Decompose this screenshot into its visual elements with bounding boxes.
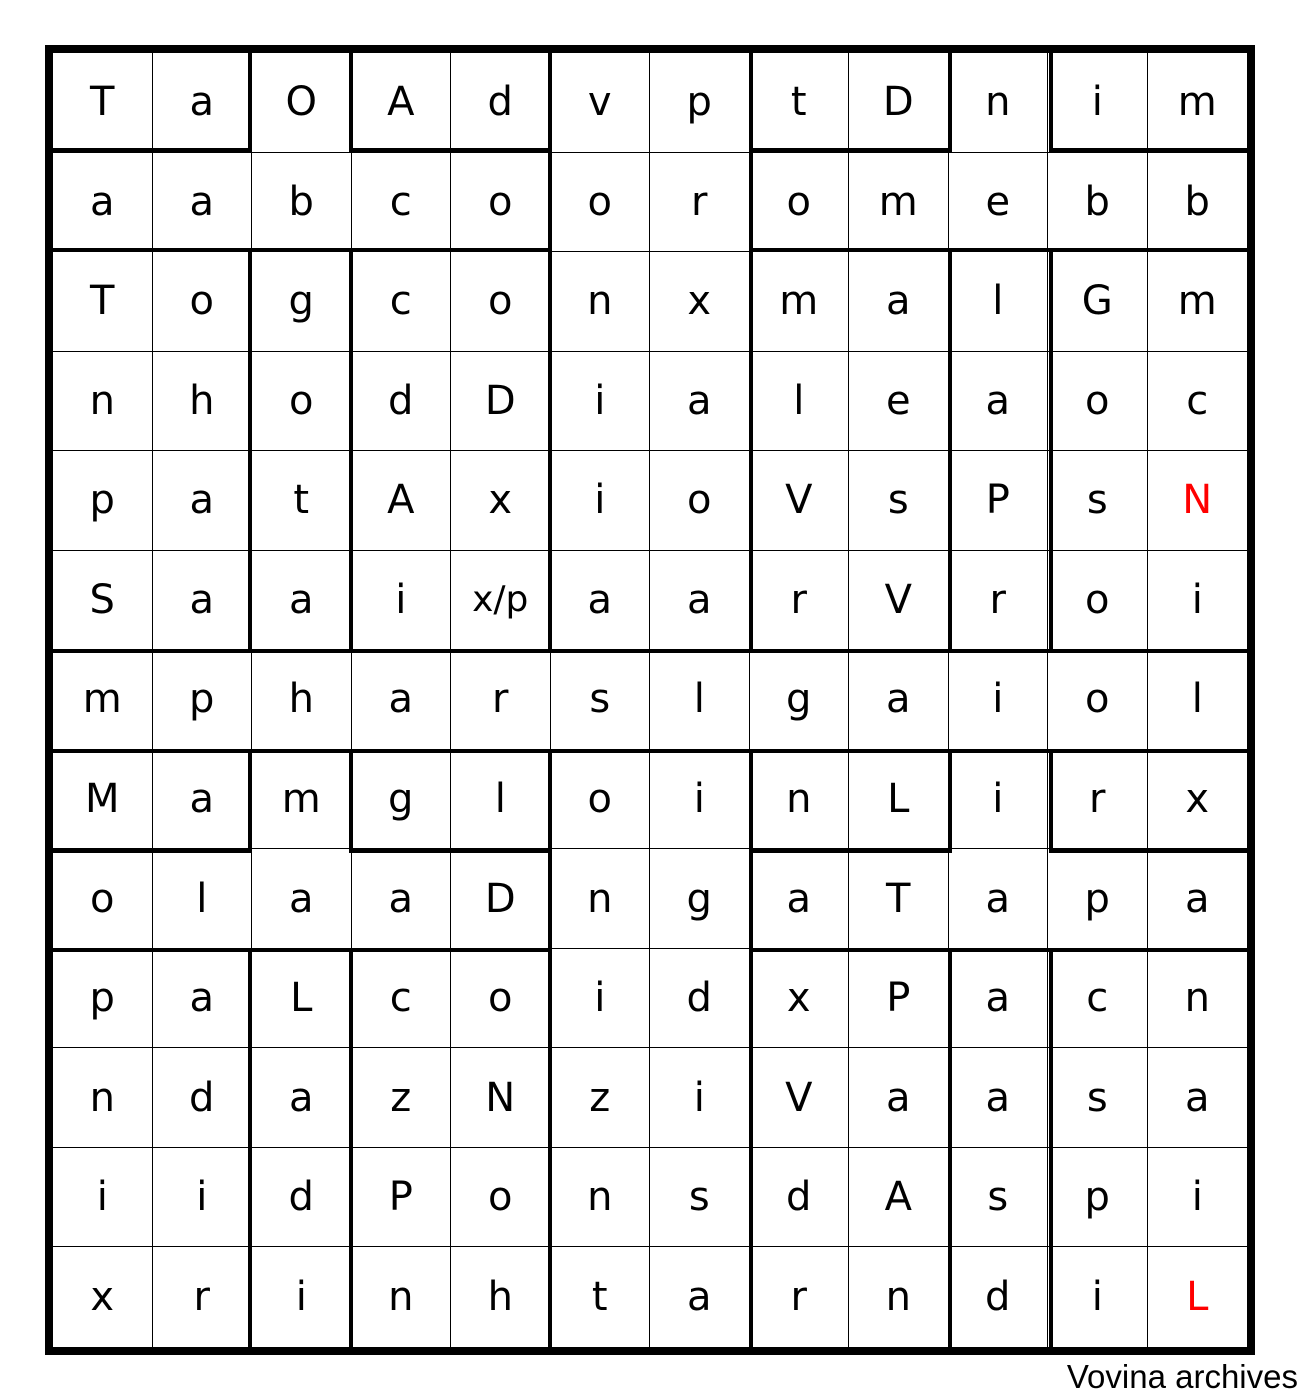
- grid-cell[interactable]: a: [153, 750, 253, 850]
- grid-cell[interactable]: i: [1148, 551, 1248, 651]
- grid-cell[interactable]: N: [1148, 451, 1248, 551]
- grid-cell[interactable]: i: [53, 1148, 153, 1248]
- grid-cell[interactable]: a: [153, 451, 253, 551]
- grid-cell[interactable]: a: [1148, 849, 1248, 949]
- grid-cell[interactable]: V: [750, 451, 850, 551]
- grid-cell[interactable]: c: [352, 153, 452, 253]
- credit-text: Vovina archives: [1066, 1358, 1298, 1395]
- grid-cell[interactable]: D: [849, 53, 949, 153]
- grid-cell[interactable]: P: [849, 949, 949, 1049]
- grid-cell[interactable]: n: [1148, 949, 1248, 1049]
- grid-cell[interactable]: i: [949, 650, 1049, 750]
- grid-cell[interactable]: G: [1048, 252, 1148, 352]
- grid-cell[interactable]: i: [352, 551, 452, 651]
- grid-cell[interactable]: x: [1148, 750, 1248, 850]
- grid-cell[interactable]: v: [551, 53, 651, 153]
- grid-cell[interactable]: a: [650, 352, 750, 452]
- grid-cell[interactable]: a: [750, 849, 850, 949]
- grid-cell[interactable]: m: [53, 650, 153, 750]
- grid-cell[interactable]: a: [949, 1048, 1049, 1148]
- grid-cell[interactable]: i: [551, 949, 651, 1049]
- grid-cell[interactable]: a: [849, 1048, 949, 1148]
- grid-cell[interactable]: s: [849, 451, 949, 551]
- grid-cell[interactable]: a: [650, 551, 750, 651]
- grid-cell[interactable]: s: [551, 650, 651, 750]
- grid-cell[interactable]: r: [650, 153, 750, 253]
- grid-cell[interactable]: d: [750, 1148, 850, 1248]
- grid-cell[interactable]: a: [252, 849, 352, 949]
- grid-cell[interactable]: l: [650, 650, 750, 750]
- grid-cell[interactable]: m: [252, 750, 352, 850]
- grid-cell[interactable]: i: [551, 352, 651, 452]
- grid-cell[interactable]: a: [1148, 1048, 1248, 1148]
- grid-cell[interactable]: o: [451, 1148, 551, 1248]
- grid-cell[interactable]: d: [949, 1247, 1049, 1347]
- grid-cell[interactable]: d: [252, 1148, 352, 1248]
- grid-cell[interactable]: P: [949, 451, 1049, 551]
- grid-cell[interactable]: a: [252, 1048, 352, 1148]
- grid-cell[interactable]: n: [750, 750, 850, 850]
- grid-cell[interactable]: g: [750, 650, 850, 750]
- grid-cell[interactable]: t: [750, 53, 850, 153]
- grid-cell[interactable]: n: [551, 252, 651, 352]
- grid-cell[interactable]: d: [352, 352, 452, 452]
- grid-cell[interactable]: P: [352, 1148, 452, 1248]
- grid-cell[interactable]: h: [252, 650, 352, 750]
- grid-cell[interactable]: p: [153, 650, 253, 750]
- grid-cell[interactable]: a: [153, 949, 253, 1049]
- grid-cell[interactable]: a: [849, 252, 949, 352]
- grid-cell[interactable]: m: [1148, 252, 1248, 352]
- grid-cell[interactable]: e: [949, 153, 1049, 253]
- grid-cell[interactable]: M: [53, 750, 153, 850]
- grid-cell[interactable]: x: [750, 949, 850, 1049]
- grid-cell[interactable]: g: [650, 849, 750, 949]
- grid-cell[interactable]: r: [750, 551, 850, 651]
- grid-cell[interactable]: d: [451, 53, 551, 153]
- grid-cell[interactable]: o: [1048, 650, 1148, 750]
- grid-cell[interactable]: o: [451, 153, 551, 253]
- grid-cell[interactable]: a: [53, 153, 153, 253]
- grid-cell[interactable]: i: [551, 451, 651, 551]
- grid-cell[interactable]: o: [451, 949, 551, 1049]
- grid-cell[interactable]: o: [53, 849, 153, 949]
- grid-cell[interactable]: a: [153, 551, 253, 651]
- grid-cell[interactable]: T: [53, 252, 153, 352]
- puzzle-grid: [53, 53, 1247, 1347]
- grid-cell[interactable]: a: [153, 153, 253, 253]
- grid-cell[interactable]: o: [750, 153, 850, 253]
- grid-cell[interactable]: n: [949, 53, 1049, 153]
- grid-cell[interactable]: A: [352, 53, 452, 153]
- grid-cell[interactable]: A: [352, 451, 452, 551]
- grid-cell[interactable]: h: [451, 1247, 551, 1347]
- grid-cell[interactable]: a: [352, 849, 452, 949]
- grid-cell[interactable]: o: [451, 252, 551, 352]
- grid-cell[interactable]: V: [849, 551, 949, 651]
- grid-cell[interactable]: l: [451, 750, 551, 850]
- grid-cell[interactable]: b: [1148, 153, 1248, 253]
- grid-cell[interactable]: D: [451, 352, 551, 452]
- grid-cell[interactable]: p: [53, 949, 153, 1049]
- grid-cell[interactable]: p: [53, 451, 153, 551]
- grid-cell[interactable]: g: [252, 252, 352, 352]
- grid-cell[interactable]: s: [1048, 1048, 1148, 1148]
- grid-cell[interactable]: d: [650, 949, 750, 1049]
- grid-cell[interactable]: A: [849, 1148, 949, 1248]
- grid-cell[interactable]: a: [352, 650, 452, 750]
- grid-cell[interactable]: T: [53, 53, 153, 153]
- grid-cell[interactable]: i: [153, 1148, 253, 1248]
- grid-cell[interactable]: i: [650, 750, 750, 850]
- grid-cell[interactable]: b: [1048, 153, 1148, 253]
- grid-cell[interactable]: i: [252, 1247, 352, 1347]
- grid-cell[interactable]: n: [53, 352, 153, 452]
- grid-cell[interactable]: a: [650, 1247, 750, 1347]
- grid-cell[interactable]: a: [949, 849, 1049, 949]
- grid-cell[interactable]: a: [949, 352, 1049, 452]
- grid-cell[interactable]: l: [949, 252, 1049, 352]
- grid-cell[interactable]: n: [849, 1247, 949, 1347]
- grid-cell[interactable]: d: [153, 1048, 253, 1148]
- grid-cell[interactable]: o: [252, 352, 352, 452]
- grid-cell[interactable]: e: [849, 352, 949, 452]
- grid-cell[interactable]: n: [53, 1048, 153, 1148]
- grid-cell[interactable]: L: [252, 949, 352, 1049]
- grid-cell[interactable]: c: [1048, 949, 1148, 1049]
- grid-cell[interactable]: r: [750, 1247, 850, 1347]
- grid-cell[interactable]: L: [849, 750, 949, 850]
- grid-cell[interactable]: i: [1048, 1247, 1148, 1347]
- grid-cell[interactable]: c: [352, 252, 452, 352]
- grid-cell[interactable]: o: [1048, 551, 1148, 651]
- grid-cell[interactable]: m: [849, 153, 949, 253]
- grid-cell[interactable]: n: [551, 1148, 651, 1248]
- grid-cell[interactable]: t: [551, 1247, 651, 1347]
- grid-cell[interactable]: a: [949, 949, 1049, 1049]
- grid-cell[interactable]: a: [551, 551, 651, 651]
- grid-cell[interactable]: n: [352, 1247, 452, 1347]
- grid-cell[interactable]: o: [551, 153, 651, 253]
- grid-cell[interactable]: p: [1048, 849, 1148, 949]
- grid-cell[interactable]: o: [650, 451, 750, 551]
- grid-cell[interactable]: b: [252, 153, 352, 253]
- grid-cell[interactable]: D: [451, 849, 551, 949]
- grid-cell[interactable]: r: [1048, 750, 1148, 850]
- grid-cell[interactable]: l: [750, 352, 850, 452]
- grid-cell[interactable]: z: [551, 1048, 651, 1148]
- grid-cell[interactable]: z: [352, 1048, 452, 1148]
- grid-cell[interactable]: a: [252, 551, 352, 651]
- grid-cell[interactable]: S: [53, 551, 153, 651]
- grid-cell[interactable]: N: [451, 1048, 551, 1148]
- grid-cell[interactable]: h: [153, 352, 253, 452]
- puzzle-board: [45, 45, 1255, 1355]
- grid-cell[interactable]: a: [153, 53, 253, 153]
- grid-cell[interactable]: r: [153, 1247, 253, 1347]
- grid-cell[interactable]: t: [252, 451, 352, 551]
- grid-cell[interactable]: i: [949, 750, 1049, 850]
- grid-cell[interactable]: x/p: [451, 551, 551, 651]
- grid-cell[interactable]: a: [849, 650, 949, 750]
- grid-cell[interactable]: V: [750, 1048, 850, 1148]
- grid-cell[interactable]: c: [1148, 352, 1248, 452]
- grid-cell[interactable]: s: [650, 1148, 750, 1248]
- grid-cell[interactable]: l: [153, 849, 253, 949]
- grid-cell[interactable]: s: [1048, 451, 1148, 551]
- grid-cell[interactable]: o: [1048, 352, 1148, 452]
- grid-cell[interactable]: s: [949, 1148, 1049, 1248]
- grid-cell[interactable]: x: [53, 1247, 153, 1347]
- grid-cell[interactable]: l: [1148, 650, 1248, 750]
- grid-cell[interactable]: T: [849, 849, 949, 949]
- grid-cell[interactable]: x: [650, 252, 750, 352]
- grid-cell[interactable]: c: [352, 949, 452, 1049]
- grid-cell[interactable]: g: [352, 750, 452, 850]
- grid-cell[interactable]: i: [1048, 53, 1148, 153]
- grid-cell[interactable]: o: [551, 750, 651, 850]
- grid-cell[interactable]: m: [750, 252, 850, 352]
- grid-cell[interactable]: x: [451, 451, 551, 551]
- grid-cell[interactable]: L: [1186, 1274, 1209, 1321]
- grid-cell[interactable]: p: [650, 53, 750, 153]
- grid-cell[interactable]: o: [153, 252, 253, 352]
- grid-cell[interactable]: r: [451, 650, 551, 750]
- grid-cell[interactable]: O: [252, 53, 352, 153]
- grid-cell[interactable]: r: [949, 551, 1049, 651]
- grid-cell[interactable]: i: [650, 1048, 750, 1148]
- grid-cell[interactable]: n: [551, 849, 651, 949]
- grid-cell[interactable]: i: [1148, 1148, 1248, 1248]
- grid-cell[interactable]: p: [1048, 1148, 1148, 1248]
- grid-cell[interactable]: m: [1148, 53, 1248, 153]
